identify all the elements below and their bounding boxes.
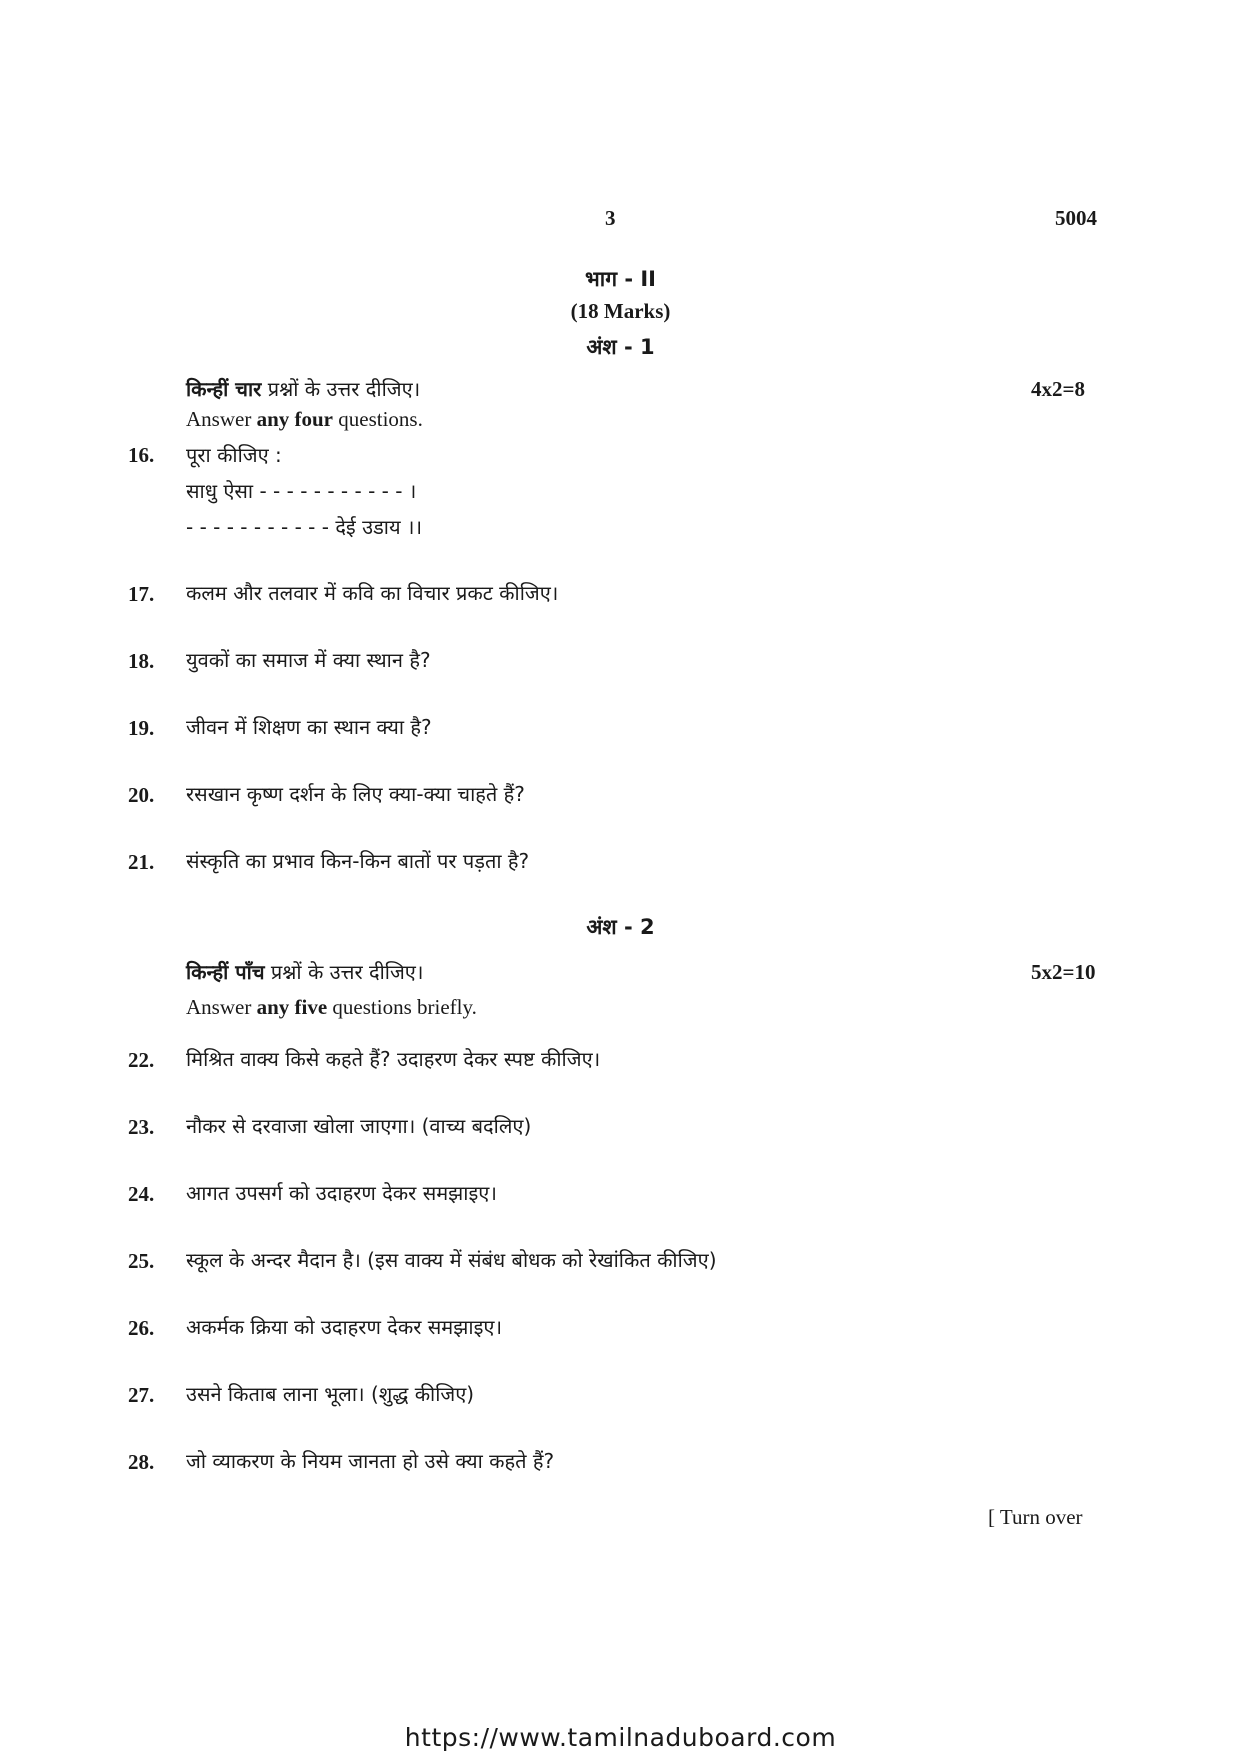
part2-marks: 5x2=10 [1031,960,1096,984]
page-number: 3 [605,206,616,230]
question-text: संस्कृति का प्रभाव किन-किन बातों पर पड़ता है? [186,849,530,873]
question-text: युवकों का समाज में क्या स्थान है? [186,648,431,672]
question-number: 26. [128,1316,155,1340]
question-number: 21. [128,850,155,874]
question-number: 27. [128,1383,155,1407]
question-text: जो व्याकरण के नियम जानता हो उसे क्या कहते हैं? [186,1449,555,1473]
question-number: 18. [128,649,155,673]
question-16-line1: साधु ऐसा - - - - - - - - - - - । [186,479,417,503]
question-16-text: पूरा कीजिए : [186,443,282,467]
question-number: 17. [128,582,155,606]
question-text: रसखान कृष्ण दर्शन के लिए क्या-क्या चाहते हैं? [186,782,525,806]
part1-en-bold: any four [256,407,334,431]
question-number: 22. [128,1048,155,1072]
footer-url-link[interactable]: https://www.tamilnaduboard.com [404,1723,837,1752]
question-text: कलम और तलवार में कवि का विचार प्रकट कीजिए। [186,581,559,605]
part2-instruction-hindi [186,958,423,985]
part2-instruction-english [186,995,477,1020]
paper-code: 5004 [1055,206,1097,230]
part1-instruction-bold: किन्हीं चार [186,377,262,401]
question-number: 20. [128,783,155,807]
question-number: 23. [128,1115,155,1139]
part1-instruction-rest: प्रश्नों के उत्तर दीजिए। [261,377,421,401]
part2-en-post: questions briefly. [327,995,477,1019]
question-text: नौकर से दरवाजा खोला जाएगा। (वाच्य बदलिए) [186,1114,532,1138]
question-text: जीवन में शिक्षण का स्थान क्या है? [186,715,432,739]
part2-instruction-rest: प्रश्नों के उत्तर दीजिए। [264,960,424,984]
part1-instruction-hindi [186,375,420,402]
question-text: मिश्रित वाक्य किसे कहते हैं? उदाहरण देकर स्पष्ट कीजिए। [186,1047,601,1071]
question-number: 25. [128,1249,155,1273]
turn-over-note: [ Turn over [988,1505,1083,1529]
question-16-line2: - - - - - - - - - - - देई उडाय ।। [186,515,423,539]
part2-en-pre: Answer [186,995,257,1019]
part2-title: अंश - 2 [586,915,655,939]
part1-instruction-english [186,407,423,432]
part1-en-pre: Answer [186,407,257,431]
question-text: अकर्मक क्रिया को उदाहरण देकर समझाइए। [186,1315,503,1339]
question-number: 28. [128,1450,155,1474]
part1-marks: 4x2=8 [1031,377,1085,401]
part2-instruction-bold: किन्हीं पाँच [186,960,265,984]
question-text: आगत उपसर्ग को उदाहरण देकर समझाइए। [186,1181,497,1205]
part1-title: अंश - 1 [586,335,655,359]
section-marks: (18 Marks) [570,299,671,323]
question-16-number: 16. [128,443,155,467]
part1-en-post: questions. [333,407,423,431]
question-text: उसने किताब लाना भूला। (शुद्ध कीजिए) [186,1382,475,1406]
part2-en-bold: any five [256,995,328,1019]
question-text: स्कूल के अन्दर मैदान है। (इस वाक्य में संबंध बोधक को रेखांकित कीजिए) [186,1248,717,1272]
question-number: 19. [128,716,155,740]
question-number: 24. [128,1182,155,1206]
section-title: भाग - II [585,267,656,291]
